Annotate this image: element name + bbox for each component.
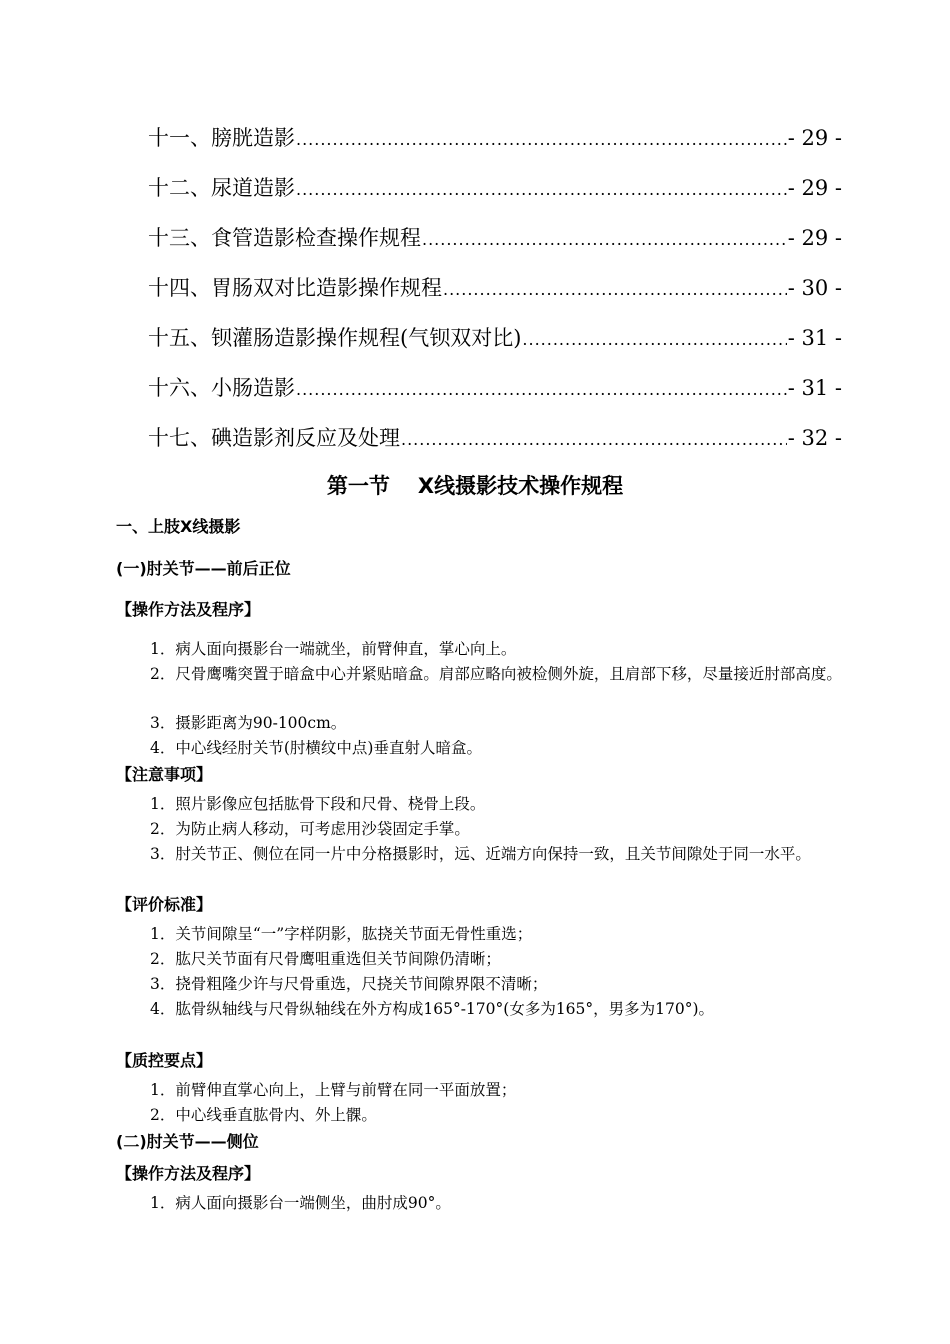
part1-eval-heading: 【评价标准】 xyxy=(116,895,213,914)
toc-page: - 29 - xyxy=(787,176,842,200)
toc-entry-15[interactable] xyxy=(148,318,842,368)
part2-heading: (二)肘关节——侧位 xyxy=(116,1132,259,1151)
toc-label: 十六、小肠造影 xyxy=(148,376,295,400)
part1-heading: (一)肘关节——前后正位 xyxy=(116,559,291,578)
toc-label: 十七、碘造影剂反应及处理 xyxy=(148,426,400,450)
toc-label: 十二、尿道造影 xyxy=(148,176,295,200)
toc-page: - 31 - xyxy=(787,326,842,350)
toc-leader xyxy=(443,270,787,310)
part1-notes-heading: 【注意事项】 xyxy=(116,765,213,784)
part1-method-heading: 【操作方法及程序】 xyxy=(116,600,261,619)
toc-label: 十四、胃肠双对比造影操作规程 xyxy=(148,276,442,300)
toc-leader xyxy=(422,220,787,260)
section-title-text: X线摄影技术操作规程 xyxy=(417,474,624,498)
part1-qc-heading: 【质控要点】 xyxy=(116,1051,213,1070)
toc-entry-14[interactable] xyxy=(148,268,842,318)
toc-leader xyxy=(296,120,787,160)
toc-leader xyxy=(296,170,787,210)
toc-entry-11[interactable] xyxy=(148,118,842,168)
chapter-heading: 一、上肢X线摄影 xyxy=(116,517,241,536)
toc-page: - 29 - xyxy=(787,126,842,150)
toc-label: 十五、钡灌肠造影操作规程(气钡双对比) xyxy=(148,326,522,350)
part1-qc-1: 1．前臂伸直掌心向上，上臂与前臂在同一平面放置； xyxy=(150,1081,517,1099)
toc-label: 十一、膀胱造影 xyxy=(148,126,295,150)
part1-eval-3: 3．挠骨粗隆少许与尺骨重选，尺挠关节间隙界限不清晰； xyxy=(150,975,548,993)
section-number: 第一节 xyxy=(326,474,390,498)
part2-method-heading: 【操作方法及程序】 xyxy=(116,1164,261,1183)
toc-page: - 29 - xyxy=(787,226,842,250)
toc-entry-13[interactable] xyxy=(148,218,842,268)
part1-eval-4: 4．肱骨纵轴线与尺骨纵轴线在外方构成165°-170°(女多为165°，男多为170°)。 xyxy=(150,1000,715,1018)
part1-notes-3: 3．肘关节正、侧位在同一片中分格摄影时，远、近端方向保持一致，且关节间隙处于同一水平。 xyxy=(150,845,811,863)
table-of-contents xyxy=(148,118,842,468)
toc-page: - 31 - xyxy=(787,376,842,400)
section-title xyxy=(0,470,950,500)
toc-leader xyxy=(522,320,786,360)
toc-entry-12[interactable] xyxy=(148,168,842,218)
toc-page: - 32 - xyxy=(787,426,842,450)
part1-method-2: 2．尺骨鹰嘴突置于暗盒中心并紧贴暗盒。肩部应略向被检侧外旋，且肩部下移，尽量接近肘部高度。 xyxy=(150,665,842,683)
part1-notes-1: 1．照片影像应包括肱骨下段和尺骨、桡骨上段。 xyxy=(150,795,486,813)
part1-method-1: 1．病人面向摄影台一端就坐，前臂伸直，掌心向上。 xyxy=(150,640,517,658)
toc-entry-16[interactable] xyxy=(148,368,842,418)
part1-method-4: 4．中心线经肘关节(肘横纹中点)垂直射人暗盒。 xyxy=(150,739,482,757)
part1-qc-2: 2．中心线垂直肱骨内、外上髁。 xyxy=(150,1106,377,1124)
toc-label: 十三、食管造影检查操作规程 xyxy=(148,226,421,250)
part1-notes-2: 2．为防止病人移动，可考虑用沙袋固定手掌。 xyxy=(150,820,470,838)
part1-method-3: 3．摄影距离为90-100cm。 xyxy=(150,714,347,732)
part1-eval-2: 2．肱尺关节面有尺骨鹰咀重选但关节间隙仍清晰； xyxy=(150,950,501,968)
toc-entry-17[interactable] xyxy=(148,418,842,468)
part1-eval-1: 1．关节间隙呈“一”字样阴影，肱挠关节面无骨性重选； xyxy=(150,925,533,943)
part2-method-1: 1．病人面向摄影台一端侧坐，曲肘成90°。 xyxy=(150,1194,451,1212)
toc-leader xyxy=(401,420,787,460)
toc-page: - 30 - xyxy=(787,276,842,300)
toc-leader xyxy=(296,370,787,410)
